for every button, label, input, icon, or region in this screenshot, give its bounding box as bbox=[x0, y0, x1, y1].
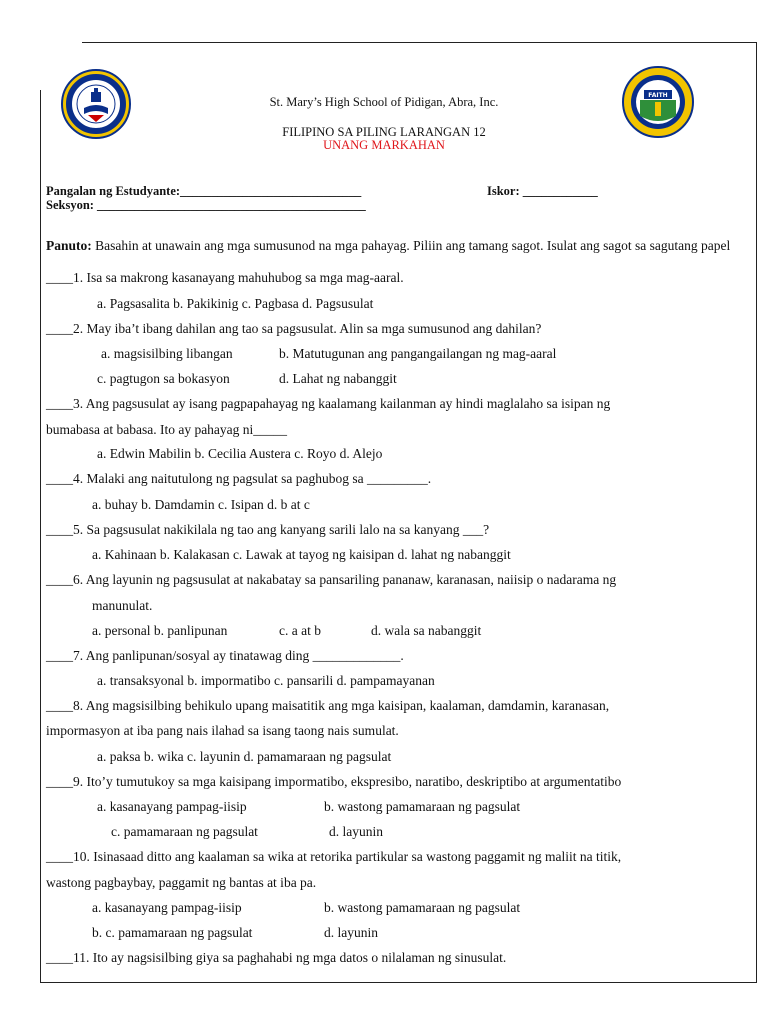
term-title: UNANG MARKAHAN bbox=[323, 138, 445, 152]
question-line: c. a at b bbox=[279, 623, 321, 638]
top-rule bbox=[82, 42, 756, 43]
question-line: a. Kahinaan b. Kalakasan c. Lawak at tayog ng kaisipan d. lahat ng nabanggit bbox=[92, 547, 511, 562]
question-line: a. personal b. panlipunan bbox=[92, 623, 228, 638]
question-line: d. layunin bbox=[324, 925, 378, 940]
school-name: St. Mary’s High School of Pidigan, Abra, Inc. bbox=[269, 95, 499, 109]
question-line: ____5. Sa pagsusulat nakikilala ng tao ang kanyang sarili lalo na sa kanyang ___? bbox=[46, 522, 490, 537]
left-rule bbox=[40, 90, 41, 982]
question-line: a. Edwin Mabilin b. Cecilia Austera c. Royo d. Alejo bbox=[97, 446, 383, 461]
question-line: bumabasa at babasa. Ito ay pahayag ni_____ bbox=[46, 422, 288, 437]
question-line: b. wastong pamamaraan ng pagsulat bbox=[324, 799, 521, 814]
question-line: wastong pagbaybay, paggamit ng bantas at iba pa. bbox=[46, 875, 317, 890]
question-line: b. c. pamamaraan ng pagsulat bbox=[92, 925, 253, 940]
instructions-label: Panuto: bbox=[46, 238, 92, 253]
question-line: ____2. May iba’t ibang dahilan ang tao sa pagsusulat. Alin sa mga sumusunod ang dahilan? bbox=[46, 321, 542, 336]
instructions-text: Basahin at unawain ang mga sumusunod na mga pahayag. Piliin ang tamang sagot. Isulat ang sagot sa sagutang papel bbox=[91, 238, 731, 253]
section-field[interactable]: Seksyon: ___________________________________________ bbox=[46, 198, 366, 212]
question-line: manunulat. bbox=[92, 598, 153, 613]
question-line: b. Matutugunan ang pangangailangan ng mag-aaral bbox=[279, 346, 557, 361]
question-line: impormasyon at iba pang nais ilahad sa isang taong nais sumulat. bbox=[46, 723, 399, 738]
question-line: c. pagtugon sa bokasyon bbox=[97, 371, 230, 386]
question-line: c. pamamaraan ng pagsulat bbox=[111, 824, 258, 839]
question-line: ____10. Isinasaad ditto ang kaalaman sa wika at retorika partikular sa wastong paggamit ng maliit na titik, bbox=[46, 849, 622, 864]
question-line: a. transaksyonal b. impormatibo c. pansarili d. pampamayanan bbox=[97, 673, 435, 688]
student-name-field[interactable]: Pangalan ng Estudyante:_____________________________ bbox=[46, 184, 362, 198]
score-field[interactable]: Iskor: ____________ bbox=[487, 184, 598, 198]
question-line: a. kasanayang pampag-iisip bbox=[97, 799, 247, 814]
question-line: ____3. Ang pagsusulat ay isang pagpapahayag ng kaalamang kailanman ay hindi maglalaho sa isipan ng bbox=[46, 396, 611, 411]
question-line: ____1. Isa sa makrong kasanayang mahuhubog sa mga mag-aaral. bbox=[46, 270, 404, 285]
question-line: ____7. Ang panlipunan/sosyal ay tinatawag ding _____________. bbox=[46, 648, 404, 663]
question-line: a. kasanayang pampag-iisip bbox=[92, 900, 242, 915]
subject-title: FILIPINO SA PILING LARANGAN 12 bbox=[282, 125, 486, 139]
question-line: ____11. Ito ay nagsisilbing giya sa paghahabi ng mga datos o nilalaman ng sinusulat. bbox=[46, 950, 507, 965]
question-line: a. paksa b. wika c. layunin d. pamamaraan ng pagsulat bbox=[97, 749, 392, 764]
svg-text:FAITH: FAITH bbox=[648, 92, 668, 99]
question-line: a. Pagsasalita b. Pakikinig c. Pagbasa d. Pagsusulat bbox=[97, 296, 374, 311]
question-line: ____4. Malaki ang naitutulong ng pagsulat sa paghubog sa _________. bbox=[46, 471, 432, 486]
instructions bbox=[46, 238, 756, 254]
question-line: a. magsisilbing libangan bbox=[101, 346, 233, 361]
question-line: a. buhay b. Damdamin c. Isipan d. b at c bbox=[92, 497, 310, 512]
question-line: b. wastong pamamaraan ng pagsulat bbox=[324, 900, 521, 915]
question-line: d. layunin bbox=[329, 824, 383, 839]
question-line: d. wala sa nabanggit bbox=[371, 623, 482, 638]
question-line: d. Lahat ng nabanggit bbox=[279, 371, 397, 386]
question-line: ____9. Ito’y tumutukoy sa mga kaisipang impormatibo, ekspresibo, naratibo, deskriptibo at argumentatibo bbox=[46, 774, 622, 789]
question-line: ____6. Ang layunin ng pagsusulat at nakabatay sa pansariling pananaw, karanasan, naiisip o nadarama ng bbox=[46, 572, 617, 587]
question-line: ____8. Ang magsisilbing behikulo upang maisatitik ang mga kaisipan, kaalaman, damdamin, karanasan, bbox=[46, 698, 610, 713]
